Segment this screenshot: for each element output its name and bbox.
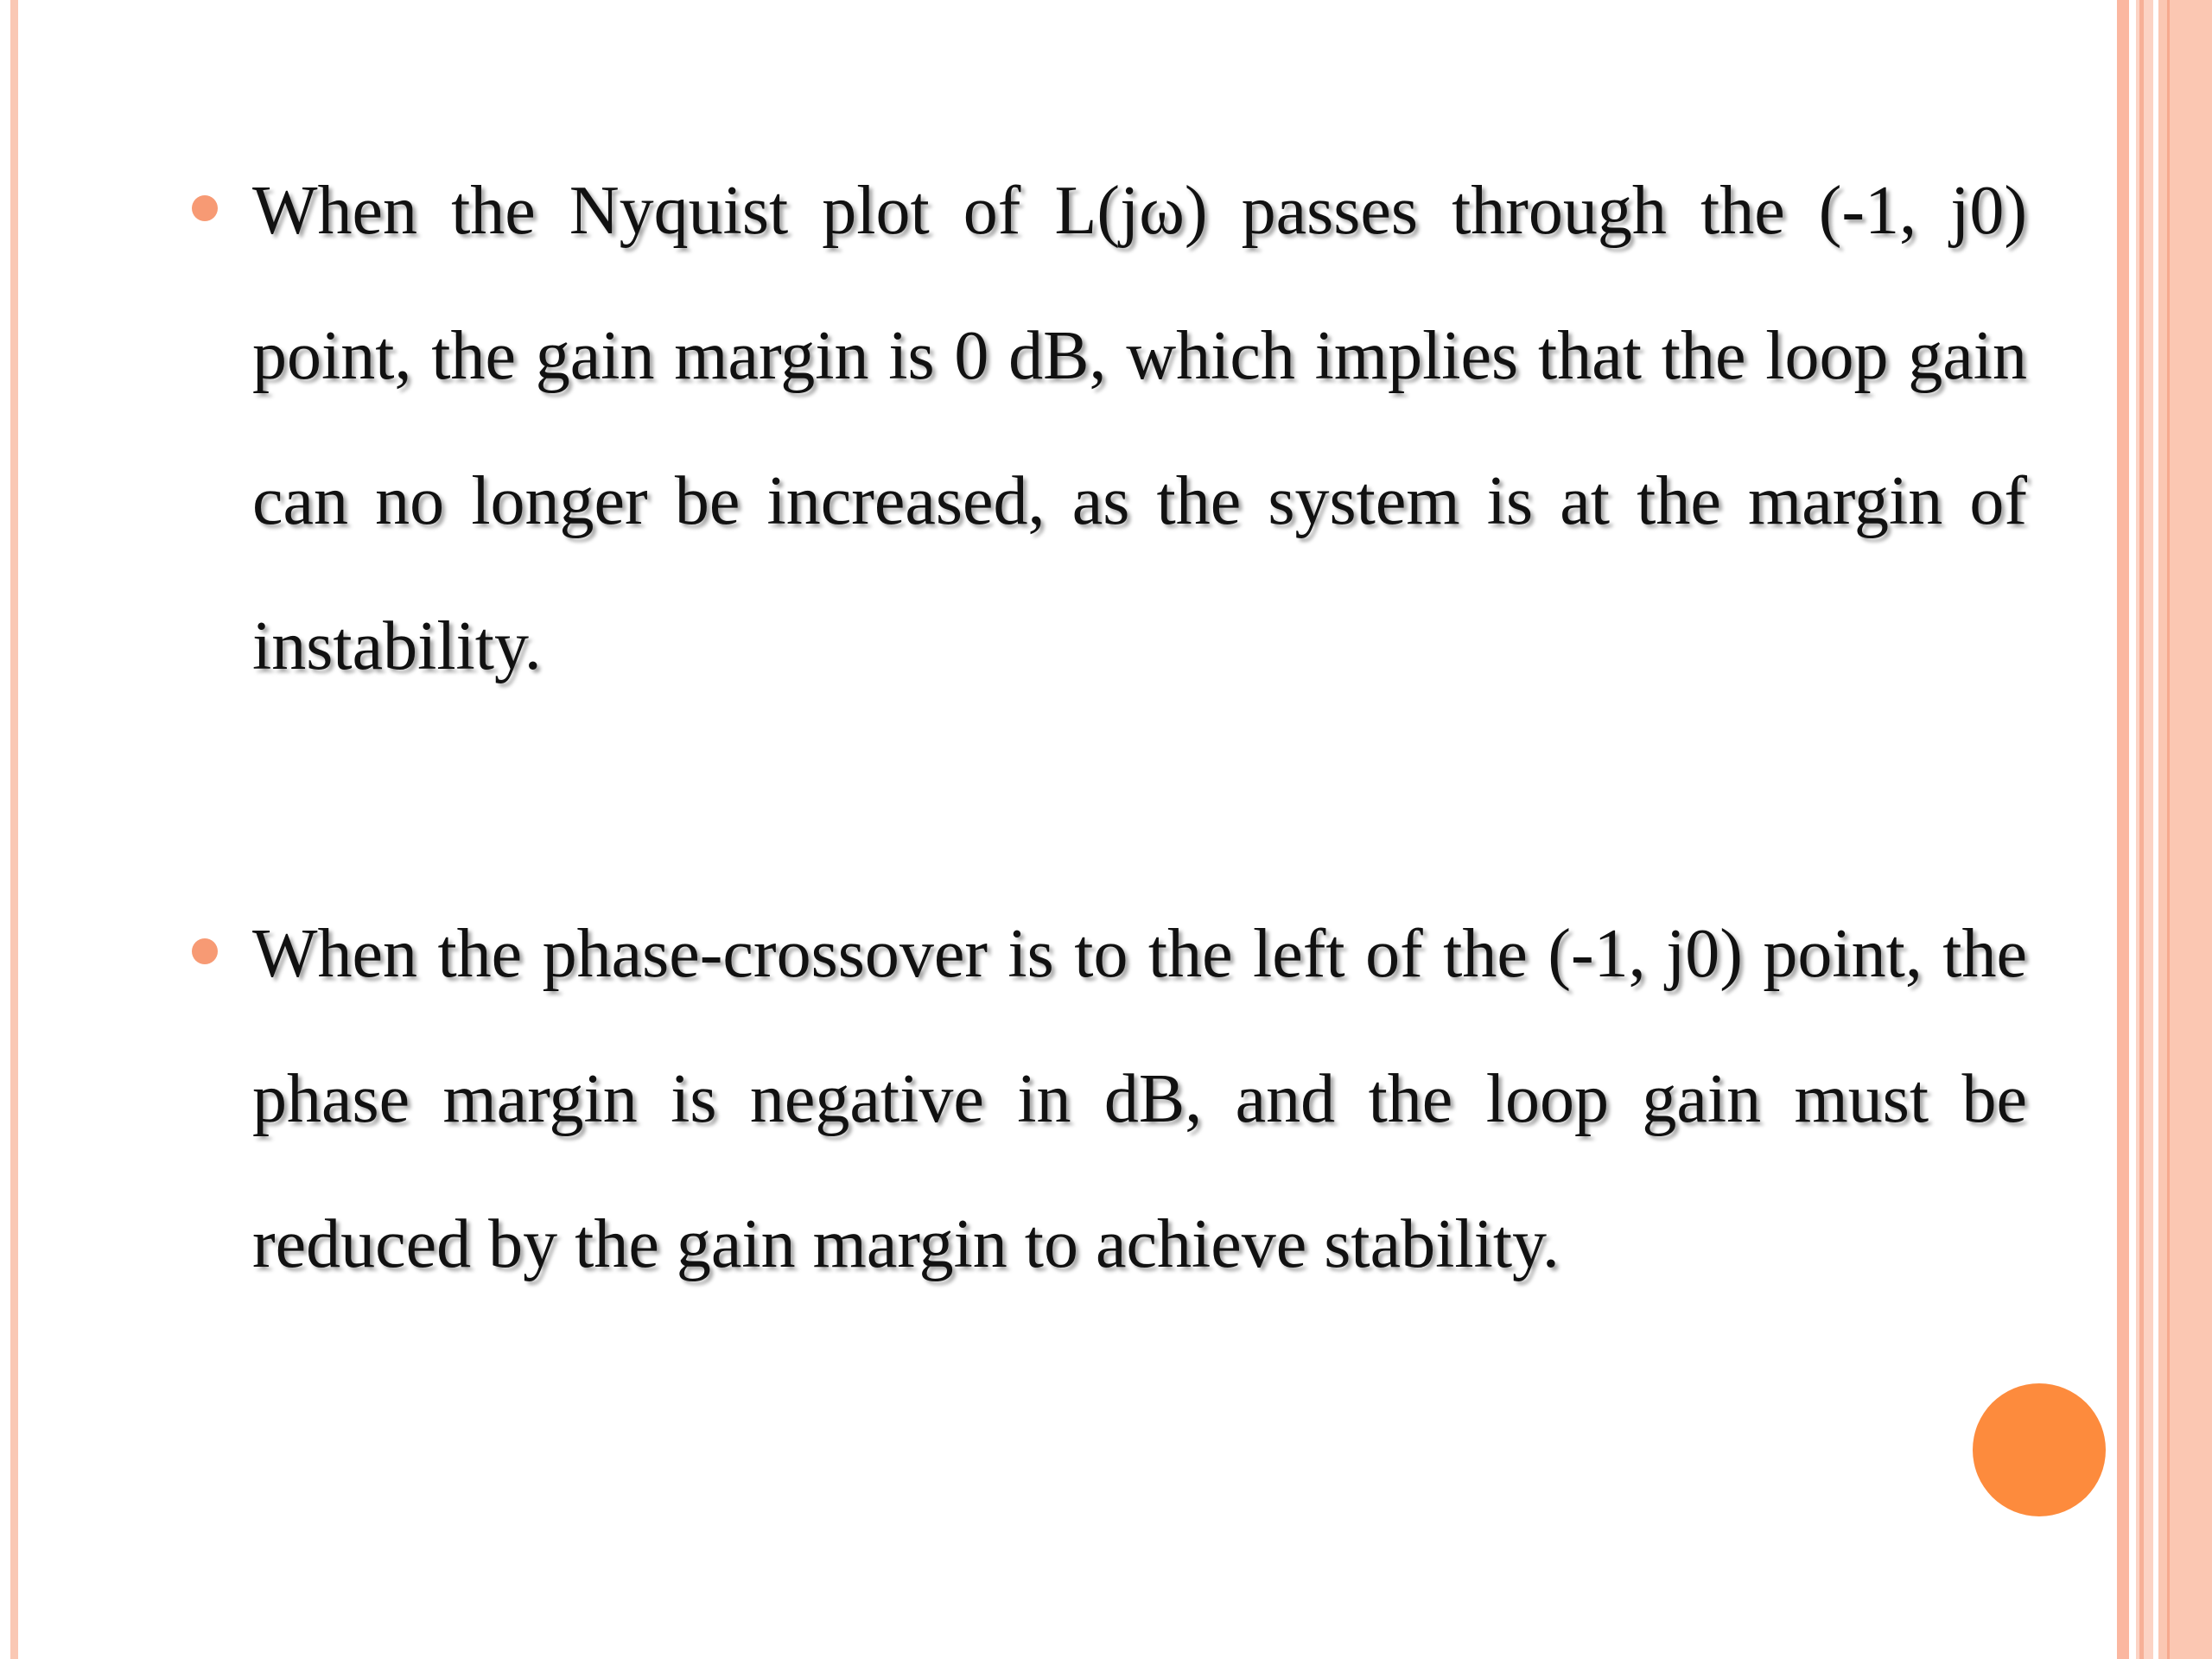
orange-circle-decoration [1973, 1383, 2106, 1516]
right-border-stripe [2167, 0, 2170, 1659]
right-border-stripe [2136, 0, 2153, 1659]
bullet-dot-icon [192, 195, 218, 221]
left-border-line [10, 0, 18, 1659]
right-border-stripe [2117, 0, 2129, 1659]
bullet-text: When the Nyquist plot of L(jω) passes through the (-1, j0) point, the gain margin is 0 dB, which implies that the loop gain can no longer be increased, as the system is at the margin of instability. [252, 173, 2027, 684]
right-border-stripe [2139, 0, 2144, 1659]
slide-content [181, 138, 2027, 1317]
bullet-item [181, 881, 2027, 1317]
bullet-text: When the phase-crossover is to the left of the (-1, j0) point, the phase margin is negative in dB, and the loop gain must be reduced by the gain margin to achieve stability. [252, 916, 2027, 1282]
bullet-item [181, 138, 2027, 719]
bullet-dot-icon [192, 938, 218, 964]
